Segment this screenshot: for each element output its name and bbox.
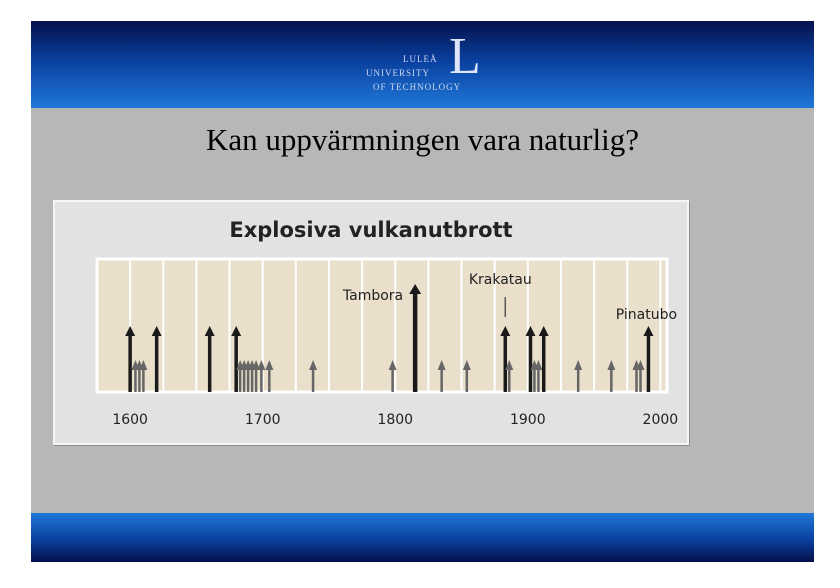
x-tick-label: 2000: [642, 412, 679, 428]
logo-line-technology: OF TECHNOLOGY: [373, 82, 462, 92]
chart-panel: [53, 200, 689, 445]
x-tick-label: 1900: [509, 412, 546, 428]
logo-line-lulea: LULEÅ: [403, 54, 438, 64]
slide: [31, 21, 814, 562]
plot-area: [97, 259, 667, 392]
x-tick-label: 1700: [244, 412, 281, 428]
footer-band: [31, 513, 814, 562]
annotation-label: Tambora: [342, 288, 404, 304]
slide-title: Kan uppvärmningen vara naturlig?: [206, 122, 639, 157]
x-tick-label: 1600: [112, 412, 148, 428]
x-tick-label: 1800: [377, 412, 414, 428]
annotation-label: Pinatubo: [615, 307, 678, 323]
logo-line-university: UNIVERSITY: [366, 68, 430, 78]
volcano-chart: [55, 202, 687, 443]
annotation-label: Krakatau: [468, 272, 532, 288]
chart-title: Explosiva vulkanutbrott: [229, 218, 513, 242]
header-band: [31, 21, 814, 108]
logo-letter: L: [449, 28, 481, 85]
